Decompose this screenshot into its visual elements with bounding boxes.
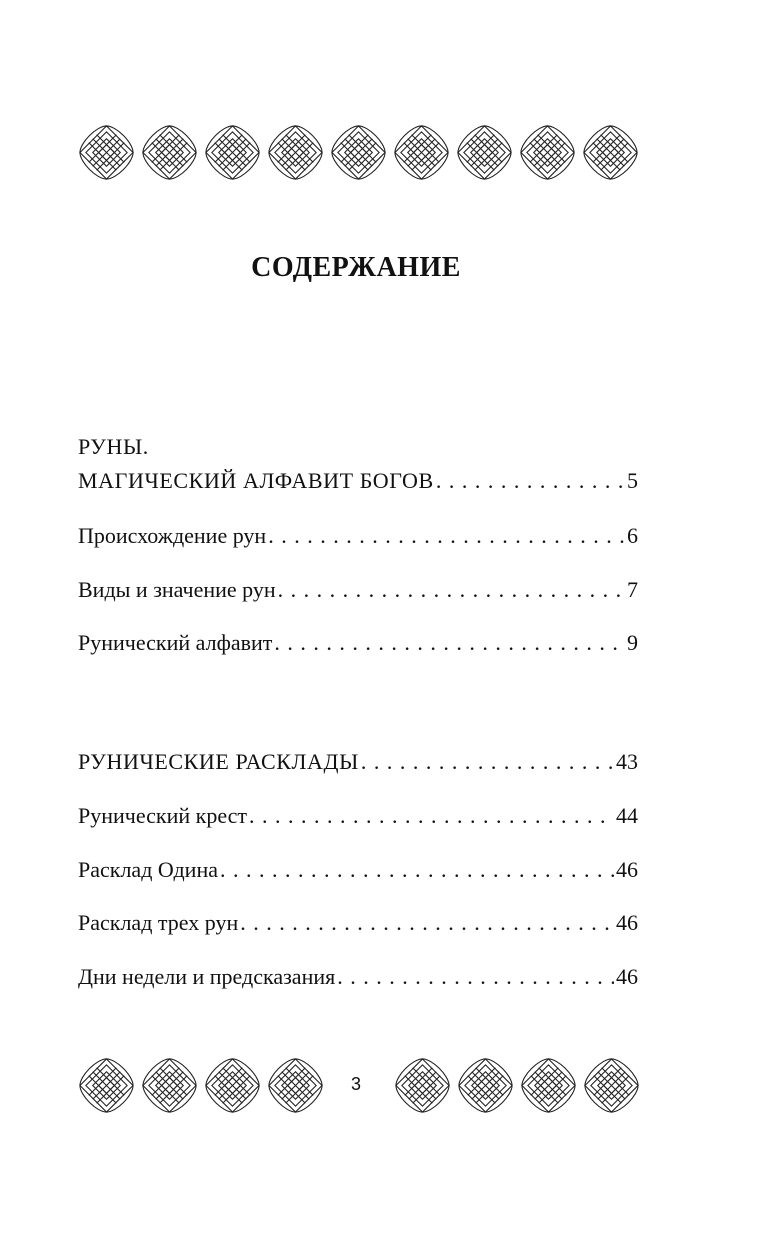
toc-entry-label: Расклад Одина [78, 857, 218, 882]
celtic-knot-icon [581, 123, 640, 182]
section-1-heading-line1: РУНЫ. [78, 434, 149, 459]
leader-dots [436, 466, 625, 496]
leader-dots [278, 575, 625, 605]
toc-entry-label: Виды и значение рун [78, 577, 276, 602]
celtic-knot-icon [518, 123, 577, 182]
celtic-knot-icon [582, 1056, 641, 1115]
toc-entry-label: РУНИЧЕСКИЕ РАСКЛАДЫ [78, 749, 359, 774]
toc-entry-label: Дни недели и предсказания [78, 964, 336, 989]
celtic-knot-icon [203, 1056, 262, 1115]
toc-entry-page: 46 [616, 964, 638, 989]
celtic-knot-icon [393, 1056, 452, 1115]
toc-entry-page: 5 [627, 468, 638, 493]
leader-dots [220, 855, 614, 885]
leader-dots [337, 962, 614, 992]
toc-entry-label: Расклад трех рун [78, 910, 239, 935]
toc-entry-page: 43 [616, 749, 638, 774]
bottom-right-celtic-knot-ornament [393, 1056, 641, 1115]
toc-entry-label: МАГИЧЕСКИЙ АЛФАВИТ БОГОВ [78, 468, 434, 493]
toc-entry-label: Происхождение рун [78, 523, 267, 548]
celtic-knot-icon [392, 123, 451, 182]
leader-dots [274, 628, 625, 658]
celtic-knot-icon [77, 123, 136, 182]
toc-entry-page: 46 [616, 910, 638, 935]
leader-dots [268, 521, 625, 551]
toc-entry[interactable] [78, 521, 638, 551]
toc-entry[interactable] [78, 575, 638, 605]
toc-entry[interactable] [78, 908, 638, 938]
toc-entry-page: 6 [627, 523, 638, 548]
celtic-knot-icon [455, 123, 514, 182]
leader-dots [240, 908, 614, 938]
celtic-knot-icon [456, 1056, 515, 1115]
leader-dots [249, 801, 614, 831]
celtic-knot-icon [266, 123, 325, 182]
page-title: СОДЕРЖАНИЕ [251, 252, 461, 283]
toc-entry[interactable] [78, 801, 638, 831]
toc-entry-page: 44 [616, 803, 638, 828]
celtic-knot-icon [140, 123, 199, 182]
leader-dots [361, 747, 614, 777]
bottom-left-celtic-knot-ornament [77, 1056, 325, 1115]
toc-entry[interactable] [78, 628, 638, 658]
celtic-knot-icon [203, 123, 262, 182]
celtic-knot-icon [140, 1056, 199, 1115]
toc-entry-page: 46 [616, 857, 638, 882]
celtic-knot-icon [266, 1056, 325, 1115]
top-celtic-knot-ornament [77, 123, 640, 182]
toc-entry-page: 7 [627, 577, 638, 602]
celtic-knot-icon [77, 1056, 136, 1115]
page-number: 3 [350, 1074, 361, 1094]
toc-entry-label: Рунический алфавит [78, 630, 273, 655]
celtic-knot-icon [519, 1056, 578, 1115]
celtic-knot-icon [329, 123, 388, 182]
toc-entry[interactable] [78, 962, 638, 992]
toc-entry-section-2[interactable] [78, 747, 638, 777]
toc-entry-label: Рунический крест [78, 803, 248, 828]
toc-entry-page: 9 [627, 630, 638, 655]
toc-entry[interactable] [78, 855, 638, 885]
toc-entry-section-1[interactable] [78, 466, 638, 496]
